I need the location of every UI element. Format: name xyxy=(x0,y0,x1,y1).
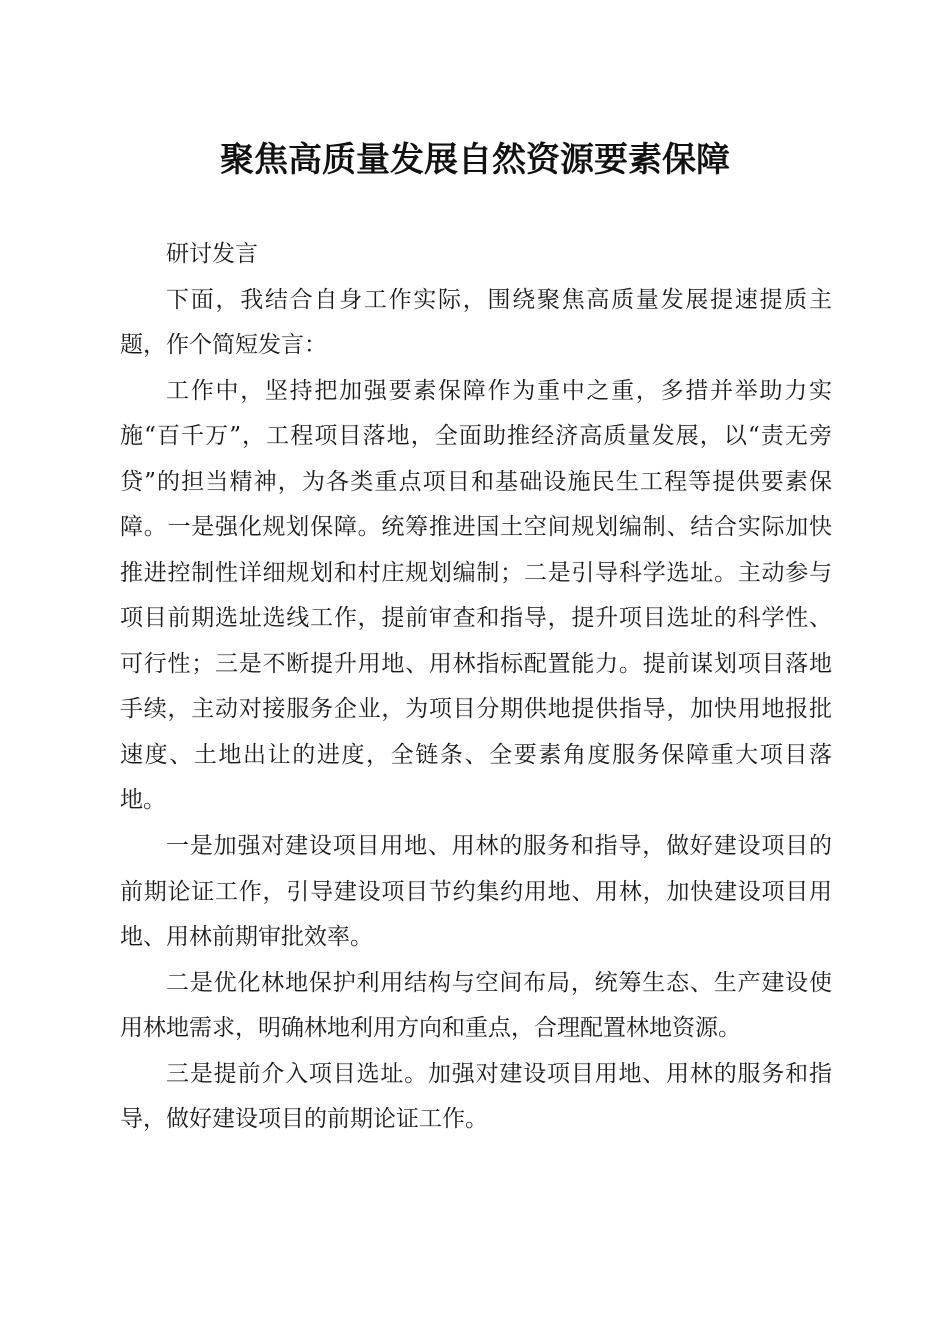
paragraph-intro: 下面，我结合自身工作实际，围绕聚焦高质量发展提速提质主题，作个简短发言： xyxy=(120,286,832,359)
paragraph-point-one: 一是加强对建设项目用地、用林的服务和指导，做好建设项目的前期论证工作，引导建设项目节约集约用地、用林，加快建设项目用地、用林前期审批效率。 xyxy=(120,833,832,951)
document-body xyxy=(120,232,832,1143)
paragraph-point-two: 二是优化林地保护利用结构与空间布局，统筹生态、生产建设使用林地需求，明确林地利用方向和重点，合理配置林地资源。 xyxy=(120,969,832,1042)
document-title: 聚焦高质量发展自然资源要素保障 xyxy=(220,140,730,180)
paragraph-subtitle: 研讨发言 xyxy=(166,241,258,267)
paragraph-main: 工作中，坚持把加强要素保障作为重中之重，多措并举助力实施“百千万”，工程项目落地，全面助推经济高质量发展，以“责无旁贷”的担当精神，为各类重点项目和基础设施民生工程等提供要素保障。一是强化规划保障。统筹推进国土空间规划编制、结合实际加快推进控制性详细规划和村庄规划编制；二是引导科学选址。主动参与项目前期选址选线工作，提前审查和指导，提升项目选址的科学性、可行性；三是不断提升用地、用林指标配置能力。提前谋划项目落地手续，主动对接服务企业，为项目分期供地提供指导，加快用地报批速度、土地出让的进度，全链条、全要素角度服务保障重大项目落地。 xyxy=(120,377,832,814)
paragraph-point-three: 三是提前介入项目选址。加强对建设项目用地、用林的服务和指导，做好建设项目的前期论证工作。 xyxy=(120,1060,832,1133)
